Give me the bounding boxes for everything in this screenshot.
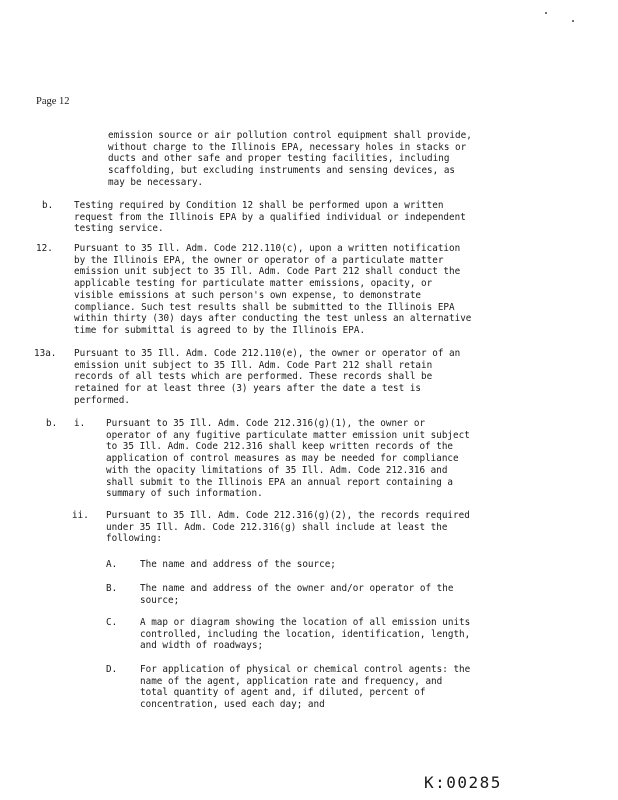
subitem-label-i: i. [74, 418, 86, 429]
text-line: A map or diagram showing the location of all emission units [140, 617, 471, 628]
subitem-i-text [106, 418, 470, 500]
list-label-a: A. [106, 559, 118, 570]
text-line: within thirty (30) days after conducting the test unless an alternative [74, 313, 472, 325]
text-line: under 35 Ill. Adm. Code 212.316(g) shall include at least the [106, 521, 448, 533]
item-12-text [74, 243, 471, 337]
text-line: may be necessary. [108, 176, 204, 188]
text-line: time for submittal is agreed to by the Illinois EPA. [74, 324, 366, 336]
page-number-header: Page 12 [36, 96, 70, 107]
text-line: controlled, including the location, identification, length, [140, 628, 471, 640]
text-line: For application of physical or chemical control agents: the [140, 664, 471, 675]
text-line: with the opacity limitations of 35 Ill. Adm. Code 212.316 and [106, 464, 448, 476]
text-line: and width of roadways; [140, 640, 264, 652]
text-line: Pursuant to 35 Ill. Adm. Code 212.316(g)(1), the owner or [106, 418, 426, 429]
text-line: compliance. Such test results shall be submitted to the Illinois EPA [74, 301, 455, 313]
text-line: shall submit to the Illinois EPA an annual report containing a [106, 476, 454, 488]
text-line: operator of any fugitive particulate matter emission unit subject [106, 429, 470, 441]
text-line: summary of such information. [106, 488, 263, 500]
list-item-d-text [140, 664, 470, 711]
text-line: application of control measures as may be needed for compliance [106, 453, 459, 465]
text-line: records of all tests which are performed. These records shall be [74, 371, 433, 383]
text-line: emission unit subject to 35 Ill. Adm. Code Part 212 shall conduct the [74, 266, 461, 278]
scan-speck [572, 20, 574, 22]
text-line: visible emissions at such person's own expense, to demonstrate [74, 289, 422, 301]
text-line: name of the agent, application rate and frequency, and [140, 675, 443, 687]
item-label-13a: 13a. [34, 348, 57, 359]
list-item-c-text [140, 617, 470, 652]
text-line: total quantity of agent and, if diluted, percent of [140, 687, 426, 699]
text-line: retained for at least three (3) years after the date a test is [74, 383, 422, 395]
text-line: Testing required by Condition 12 shall be performed upon a written [74, 200, 444, 211]
text-line: emission unit subject to 35 Ill. Adm. Code Part 212 shall retain [74, 359, 433, 371]
item-label-12: 12. [36, 243, 53, 254]
text-line: concentration, used each day; and [140, 699, 325, 711]
subitem-label-ii: ii. [72, 510, 89, 521]
scan-speck [545, 12, 547, 14]
text-line: Pursuant to 35 Ill. Adm. Code 212.110(e), the owner or operator of an [74, 348, 461, 359]
item-13a-text [74, 348, 460, 407]
text-line: emission source or air pollution control equipment shall provide, [108, 130, 472, 141]
text-line: ducts and other safe and proper testing facilities, including [108, 153, 450, 165]
item-label-b: b. [42, 200, 54, 211]
text-line: to 35 Ill. Adm. Code 212.316 shall keep written records of the [106, 441, 454, 453]
subitem-ii-text [106, 510, 470, 545]
text-line: Pursuant to 35 Ill. Adm. Code 212.316(g)(2), the records required [106, 510, 470, 521]
list-item-a-text [140, 559, 336, 571]
list-label-d: D. [106, 664, 118, 675]
text-line: performed. [74, 394, 130, 406]
text-line: scaffolding, but excluding instruments and sensing devices, as [108, 165, 456, 177]
text-line: testing service. [74, 223, 164, 235]
text-line: Pursuant to 35 Ill. Adm. Code 212.110(c), upon a written notification [74, 243, 461, 254]
text-line: The name and address of the owner and/or operator of the [140, 583, 454, 594]
text-line: applicable testing for particulate matter emissions, opacity, or [74, 278, 433, 290]
list-item-b-text [140, 583, 453, 606]
text-line: by the Illinois EPA, the owner or operator of a particulate matter [74, 254, 444, 266]
item-b-testing-text [74, 200, 466, 235]
continuation-paragraph [108, 130, 472, 189]
text-line: source; [140, 594, 180, 606]
text-line: without charge to the Illinois EPA, necessary holes in stacks or [108, 141, 467, 153]
text-line: following: [106, 533, 162, 545]
list-label-b: B. [106, 583, 118, 594]
item-label-b: b. [46, 418, 58, 429]
bates-number: K:00285 [424, 773, 502, 792]
text-line: The name and address of the source; [140, 559, 336, 570]
text-line: request from the Illinois EPA by a qualified individual or independent [74, 211, 466, 223]
list-label-c: C. [106, 617, 118, 628]
